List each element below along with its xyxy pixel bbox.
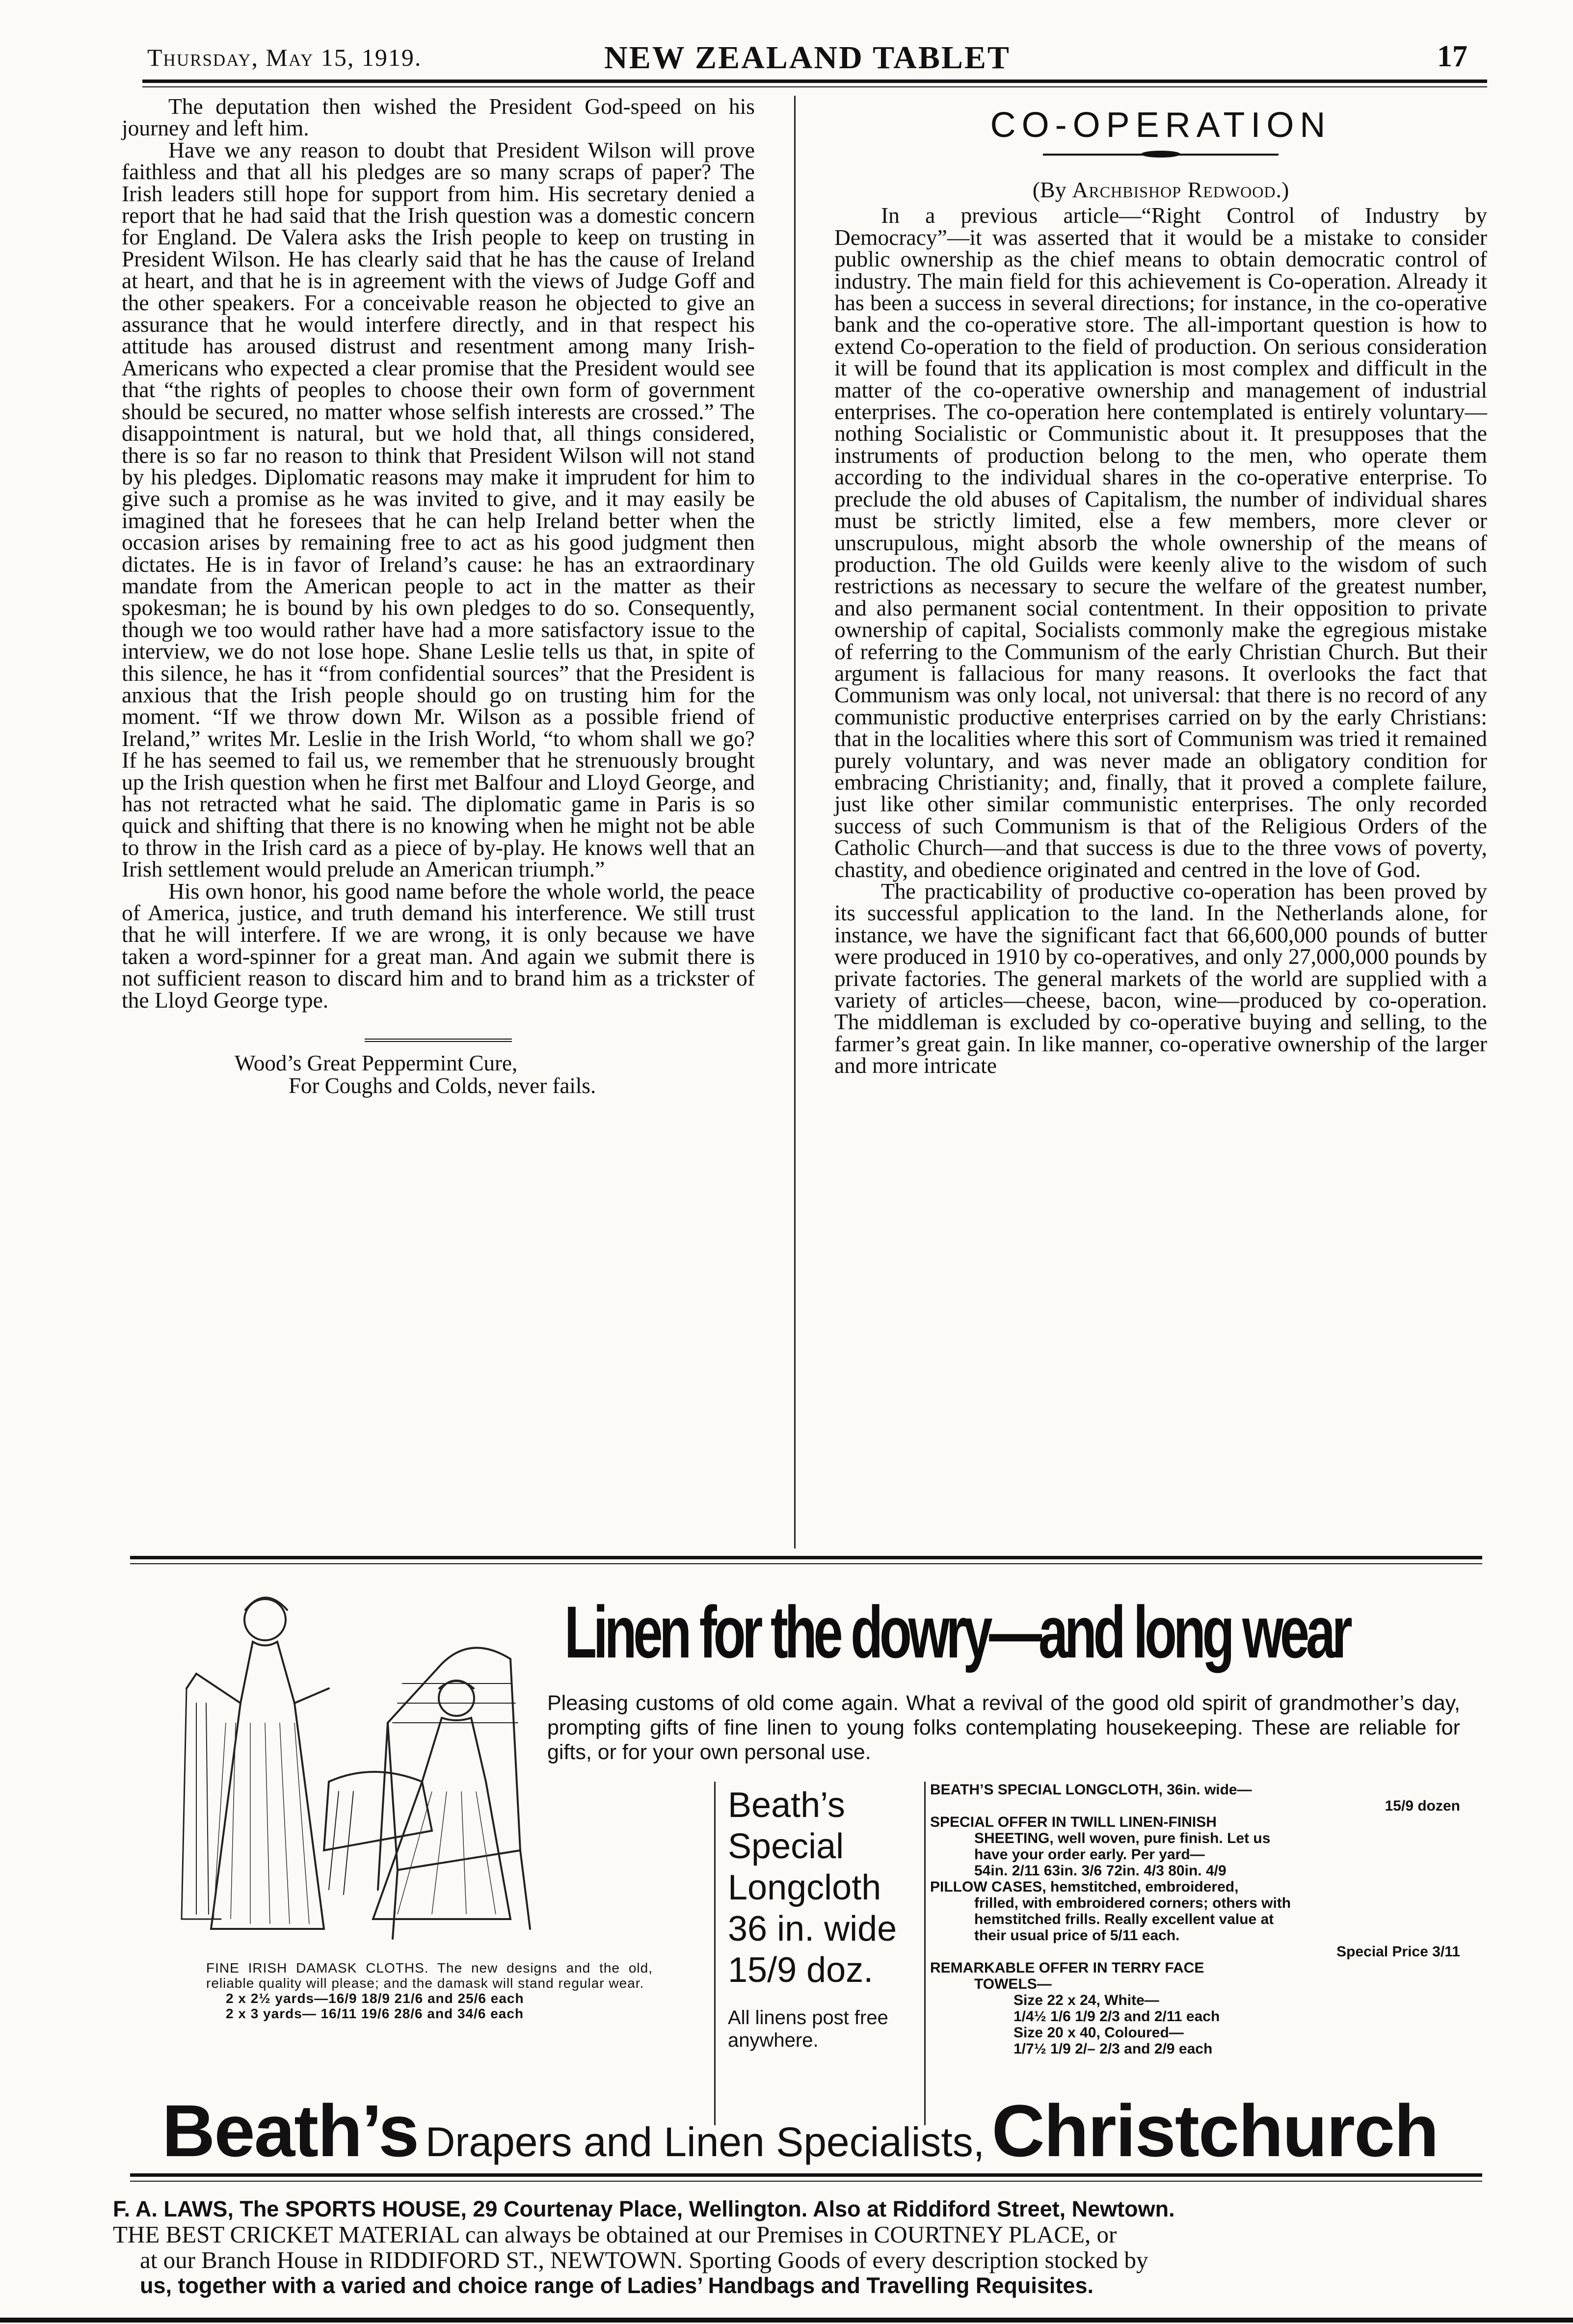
issue-date: Thursday, May 15, 1919. [147,44,422,71]
page-number: 17 [1437,40,1467,73]
article-title: CO-OPERATION [990,106,1332,145]
left-column-article [122,96,755,1519]
ad-border-bottom-thin [130,2181,1482,2182]
longcloth-box-title [728,1785,924,1991]
offer-price: 1/7½ 1/9 2/– 2/3 and 2/9 each [1013,2041,1213,2057]
ad-intro-text: Pleasing customs of old come again. What a revival of the good old spirit of grandmother’s day, prompting gifts of fine linen to young folks contemplating housekeeping. These are reliable for gifts, or for your own personal use. [547,1691,1460,1764]
sports-ad-line: F. A. LAWS, The SPORTS HOUSE, 29 Courtenay Place, Wellington. Also at Riddiford Street, Newtown. [113,2196,1175,2221]
sports-ad-line: THE BEST CRICKET MATERIAL can always be obtained at our Premises in COURTNEY PLACE, or [113,2221,1117,2248]
offer-price: 15/9 dozen [1385,1798,1460,1814]
byline-suffix: .) [1276,177,1289,202]
offer-line: PILLOW CASES, hemstitched, embroidered, [930,1879,1239,1895]
sports-ad-line: us, together with a varied and choice range of Ladies’ Handbags and Travelling Requisites. [140,2273,1093,2298]
page-header [147,39,1467,79]
offer-price: 54in. 2/11 63in. 3/6 72in. 4/3 80in. 4/9 [974,1863,1226,1879]
offer-line: SPECIAL OFFER IN TWILL LINEN-FINISH [930,1814,1217,1830]
column-divider [794,96,796,1549]
article-paragraph: In a previous article—“Right Control of Industry by Democracy”—it was asserted that it would be a mistake to consider public ownership as the chief means to obtain democratic control of industry. The main field for this achievement is Co-operation. Already it has been a success in several directions; for instance, in the co-operative bank and the co-operative store. The all-important question is how to extend Co-operation to the field of production. On serious consideration it will be found that its application is most complex and difficult in the matter of the co-operative ownership and management of industrial enterprises. The co-operation here contemplated is entirely voluntary—nothing Socialistic or Communistic about it. It presupposes that the instruments of production belong to the men, who operate them according to the individual shares in the co-operative enterprise. To preclude the old abuses of Capitalism, the number of individual shares must be strictly limited, else a few members, more clever or unscrupulous, might absorb the whole ownership of the means of production. The old Guilds were keenly alive to the wisdom of such restrictions as necessary to secure the welfare of the greatest number, and also permanent social contentment. In their opposition to private ownership of capital, Socialists commonly make the egregious mistake of referring to the Communism of the early Christian Church. But their argument is fallacious for many reasons. It overlooks the fact that Communism was only local, not universal: that there is no record of any communistic productive enterprises carried on by the early Christians: that in the localities where this sort of Communism was tried it remained purely voluntary, and was never made an obligatory condition for embracing Christianity; and, finally, that it proved a complete failure, just like other similar communistic enterprises. The only recorded success of such Communism is that of the Religious Orders of the Catholic Church—and that success is due to the three vows of poverty, chastity, and obedience originated and centred in the love of God. [834,203,1487,882]
filler-line: For Coughs and Colds, never fails. [289,1073,596,1098]
article-paragraph: His own honor, his good name before the whole world, the peace of America, justice, and truth demand his interference. We still trust that he will interfere. If we are wrong, it is only because we have taken a word-spinner for a great man. And again we submit there is not sufficient reason to discard him and to brand him as a trickster of the Lloyd George type. [122,878,755,1013]
damask-size-line: 2 x 3 yards— 16/11 19/6 28/6 and 34/6 each [226,2006,524,2021]
offer-line: have your order early. Per yard— [974,1846,1205,1863]
offer-line: TOWELS— [974,1976,1052,1992]
filler-line: Wood’s Great Peppermint Cure, [235,1051,518,1076]
longcloth-box [714,1782,926,2125]
store-description: Drapers and Linen Specialists, [425,2119,985,2165]
header-rule-thin [142,86,1487,87]
postage-note: All linens post free anywhere. [728,2007,888,2051]
publication-title: NEW ZEALAND TABLET [604,40,1011,76]
article-paragraph: The practicability of productive co-operation has been proved by its successful application to the land. In the Netherlands alone, for instance, we have the significant fact that 66,600,000 pounds of butter were produced in 1910 by co-operatives, and only 27,000,000 pounds by private factories. The general markets of the world are supplied with a variety of articles—cheese, bacon, wine—produced by co-operation. The middleman is excluded by co-operative buying and selling, to the farmer’s great gain. In like manner, co-operative ownership of the larger and more intricate [834,879,1487,1078]
article-paragraph: Have we any reason to doubt that President Wilson will prove faithless and that all his pledges are so many scraps of paper? The Irish leaders still hope for support from him. His secretary denied a report that he had said that the Irish question was a domestic concern for England. De Valera asks the Irish people to keep on trusting in President Wilson. He has clearly said that he has the cause of Ireland at heart, and that he is in agreement with the views of Judge Goff and the other speakers. For a conceivable reason he objected to give an assurance that he would interfere directly, and in that respect his attitude has aroused distrust and resentment among many Irish-Americans who expected a clear promise that the President would see that “the rights of peoples to choose their own form of government should be secured, no matter whose selfish interests are crossed.” The disappointment is natural, but we hold that, all things considered, there is so far no reason to think that President Wilson will not stand by his pledges. Diplomatic reasons may make it imprudent for him to give such a promise as he was invited to give, and it may easily be imagined that he foresees that he can help Ireland better when the occasion arises by remaining free to act as his good judgment then dictates. He is in favor of Ireland’s cause: he has an extraordinary mandate from the American people to act in the matter as their spokesman; he is bound by his own pledges to do so. Consequently, though we too would rather have had a more satisfactory issue to the interview, we do not lose hope. Shane Leslie tells us that, in spite of this silence, he has it “from confidential sources” that the President is anxious that the Irish people should go on trusting him for the moment. “If we throw down Mr. Wilson as a possible friend of Ireland,” writes Mr. Leslie in the Irish World, “to whom shall we go? If he has seemed to fail us, we remember that he strenuously brought up the Irish question when he first met Balfour and Lloyd George, and has not retracted what he said. The diplomatic game in Paris is so quick and shifting that there is no knowing when he might not be able to throw in the Irish card as a piece of by-play. He knows well that an Irish settlement would prelude an American triumph.” [122,137,755,882]
offer-line: BEATH’S SPECIAL LONGCLOTH, 36in. wide— [930,1782,1252,1798]
box-title-line: 15/9 doz. [728,1950,874,1990]
damask-size-line: 2 x 2½ yards—16/9 18/9 21/6 and 25/6 each [226,1991,524,2006]
box-title-line: Beath’s [728,1786,845,1825]
sports-ad-line: at our Branch House in RIDDIFORD ST., NEWTOWN. Sporting Goods of every description stocked by [140,2246,1148,2273]
article-byline [834,179,1487,201]
column-end-rule [365,1039,512,1042]
offer-price: 1/4½ 1/6 1/9 2/3 and 2/11 each [1013,2008,1220,2025]
offer-line: hemstitched frills. Really excellent value at [974,1911,1274,1927]
ad-border-top [130,1556,1482,1559]
box-title-line: Special [728,1827,844,1866]
offer-line: their usual price of 5/11 each. [974,1927,1180,1944]
right-column-article [834,96,1487,1519]
box-title-line: 36 in. wide [728,1909,897,1949]
filler-advert [235,1052,755,1097]
ad-signature [162,2088,1438,2173]
ad-border-top-thin [130,1563,1482,1564]
article-paragraph: The deputation then wished the President God-speed on his journey and left him. [122,94,755,141]
offer-line: SHEETING, well woven, pure finish. Let us [974,1830,1271,1846]
title-ornament-rule [1043,154,1279,156]
page-bottom-rule [0,2318,1573,2323]
ad-offers-list [930,1782,1460,2057]
damask-caption [172,1960,653,2021]
store-city: Christchurch [991,2089,1438,2172]
header-rule [142,80,1487,83]
box-title-line: Longcloth [728,1868,881,1907]
offer-line: Size 22 x 24, White— [1013,1992,1159,2008]
byline-prefix: (By [1032,177,1072,202]
damask-caption-text: FINE IRISH DAMASK CLOTHS. The new designs and the old, reliable quality will please; and the damask will stand regular wear. [206,1960,653,1991]
offer-price: Special Price 3/11 [1336,1944,1460,1960]
ad-headline: Linen for the dowry—and long wear [564,1591,1349,1673]
ad-border-bottom [130,2173,1482,2177]
offer-line: Size 20 x 40, Coloured— [1013,2025,1184,2041]
sports-house-advert [113,2196,1490,2298]
offer-line: REMARKABLE OFFER IN TERRY FACE [930,1960,1204,1976]
offer-line: frilled, with embroidered corners; others with [974,1895,1291,1911]
byline-author: Archbishop Redwood [1072,177,1276,202]
store-name: Beath’s [162,2089,419,2172]
